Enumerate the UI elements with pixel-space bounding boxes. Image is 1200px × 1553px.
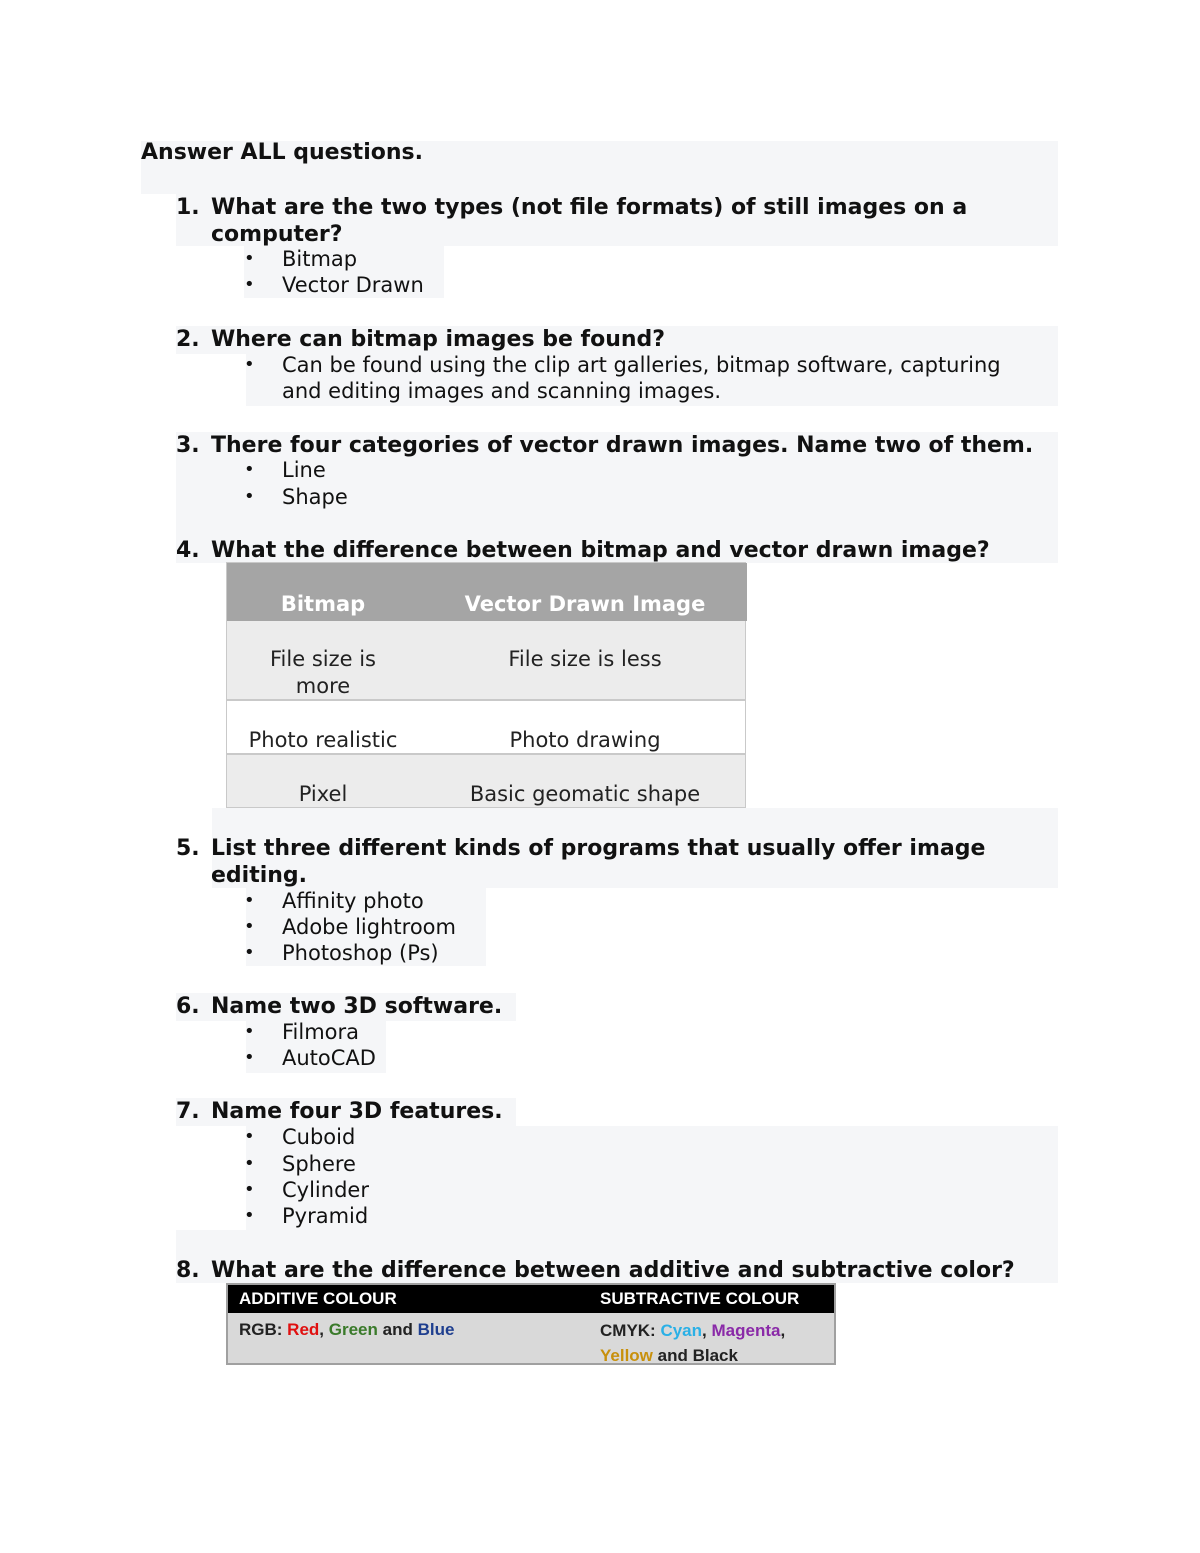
bullet-icon: • [244, 274, 255, 295]
separator: , [319, 1320, 329, 1339]
table-row [227, 701, 745, 755]
answer-7-2: Sphere [282, 1152, 356, 1176]
table1-cell-vector: Basic geomatic shape [469, 782, 701, 806]
question-5-line2: editing. [211, 863, 308, 888]
table-row [228, 1313, 834, 1363]
bullet-icon: • [244, 1047, 255, 1068]
bullet-icon: • [244, 486, 255, 507]
answer-2-1 [282, 352, 1062, 404]
table2-cell-subtractive [600, 1318, 825, 1368]
question-1-number: 1. [176, 195, 200, 220]
bullet-icon: • [244, 1205, 255, 1226]
cyan-label: Cyan [660, 1321, 703, 1340]
question-2-text: Where can bitmap images be found? [211, 327, 666, 352]
green-label: Green [328, 1320, 378, 1339]
table1-cell-line1: File size is [270, 647, 376, 671]
answer-2-line2: and editing images and scanning images. [282, 379, 722, 403]
bullet-icon: • [244, 248, 255, 269]
table1-cell-line2: more [295, 674, 351, 698]
cmyk-line2 [600, 1343, 825, 1368]
table2-header-additive: ADDITIVE COLOUR [239, 1289, 397, 1308]
cmyk-prefix: CMYK: [600, 1321, 661, 1340]
answer-7-1: Cuboid [282, 1125, 356, 1149]
black-suffix: and Black [652, 1346, 738, 1365]
answer-3-2: Shape [282, 485, 348, 509]
answer-6-1: Filmora [282, 1020, 360, 1044]
table1-header-vector: Vector Drawn Image [464, 592, 706, 616]
question-5-line1: List three different kinds of programs that usually offer image [211, 836, 986, 861]
question-1-text [211, 194, 1061, 248]
yellow-label: Yellow [600, 1346, 653, 1365]
answer-1-2: Vector Drawn [282, 273, 424, 297]
rgb-prefix: RGB: [239, 1320, 288, 1339]
question-6-text: Name two 3D software. [211, 994, 503, 1019]
table1-cell-bitmap: Photo realistic [248, 728, 398, 752]
table1-cell-bitmap [227, 646, 419, 700]
separator: , [780, 1321, 786, 1340]
bullet-icon: • [244, 1126, 255, 1147]
bullet-icon: • [244, 1021, 255, 1042]
answer-7-4: Pyramid [282, 1204, 369, 1228]
table-row [227, 621, 745, 701]
answer-5-1: Affinity photo [282, 889, 424, 913]
bullet-icon: • [244, 1153, 255, 1174]
question-7-number: 7. [176, 1099, 200, 1124]
table-row [227, 755, 745, 807]
cmyk-line1 [600, 1318, 825, 1343]
question-1-line1: What are the two types (not file formats) of still images on a [211, 195, 968, 220]
question-5-text [211, 835, 1061, 889]
blue-label: Blue [417, 1320, 455, 1339]
answer-5-3: Photoshop (Ps) [282, 941, 439, 965]
question-2-number: 2. [176, 327, 200, 352]
separator: and [377, 1320, 418, 1339]
bullet-icon: • [244, 1179, 255, 1200]
question-3-text: There four categories of vector drawn images. Name two of them. [211, 433, 1034, 458]
instructions: Answer ALL questions. [141, 140, 423, 165]
table2-header-row [228, 1285, 834, 1313]
question-8-text: What are the difference between additive and subtractive color? [211, 1258, 1015, 1283]
answer-7-3: Cylinder [282, 1178, 369, 1202]
question-3-number: 3. [176, 433, 200, 458]
colour-models-table [226, 1283, 836, 1365]
question-8-number: 8. [176, 1258, 200, 1283]
question-4-number: 4. [176, 538, 200, 563]
question-5-number: 5. [176, 836, 200, 861]
table1-header-row [227, 563, 747, 621]
answer-1-1: Bitmap [282, 247, 358, 271]
magenta-label: Magenta [711, 1321, 781, 1340]
table1-cell-vector: File size is less [508, 647, 662, 671]
bullet-icon: • [244, 354, 255, 375]
separator: , [702, 1321, 712, 1340]
table2-header-subtractive: SUBTRACTIVE COLOUR [600, 1289, 800, 1308]
answer-3-1: Line [282, 458, 326, 482]
bitmap-vector-table [226, 562, 746, 808]
table1-cell-bitmap: Pixel [298, 782, 348, 806]
answer-6-2: AutoCAD [282, 1046, 376, 1070]
answer-2-line1: Can be found using the clip art galleries, bitmap software, capturing [282, 353, 1001, 377]
table1-cell-vector: Photo drawing [509, 728, 661, 752]
red-label: Red [287, 1320, 320, 1339]
bullet-icon: • [244, 890, 255, 911]
table2-cell-additive [239, 1318, 454, 1342]
bullet-icon: • [244, 459, 255, 480]
bullet-icon: • [244, 942, 255, 963]
question-7-text: Name four 3D features. [211, 1099, 503, 1124]
bullet-icon: • [244, 916, 255, 937]
question-4-text: What the difference between bitmap and vector drawn image? [211, 538, 990, 563]
question-6-number: 6. [176, 994, 200, 1019]
table1-header-bitmap: Bitmap [280, 592, 366, 616]
answer-5-2: Adobe lightroom [282, 915, 456, 939]
question-1-line2: computer? [211, 222, 343, 247]
